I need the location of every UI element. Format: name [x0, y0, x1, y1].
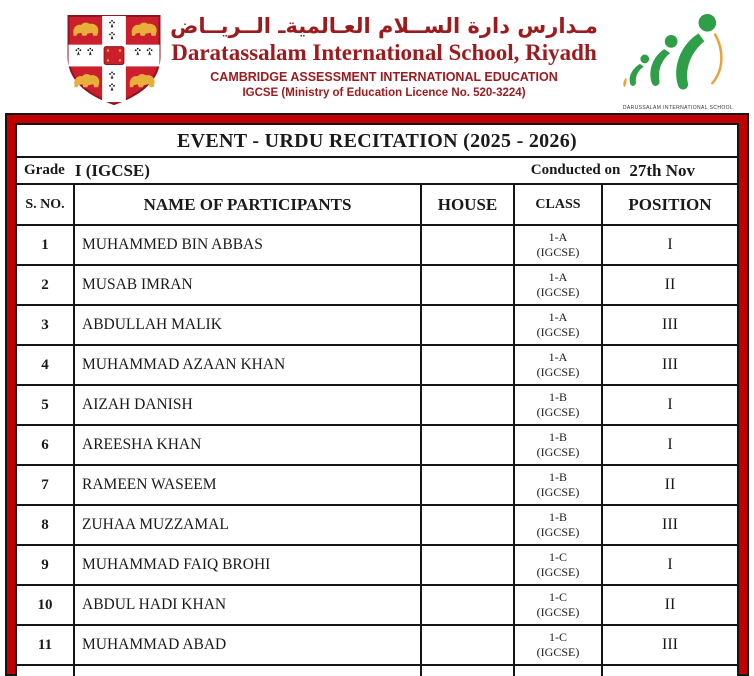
name-cell: MUHAMMED BIN ABBAS [74, 225, 421, 265]
house-cell [421, 505, 514, 545]
house-cell [421, 225, 514, 265]
name-cell: ABDULLAH MALIK [74, 305, 421, 345]
class-cell: 1-B (IGCSE) [514, 425, 602, 465]
participant-row [17, 505, 737, 545]
col-name: NAME OF PARTICIPANTS [74, 185, 421, 225]
position-cell: III [602, 505, 737, 545]
position-cell: II [602, 585, 737, 625]
sno-cell: 11 [17, 625, 74, 665]
house-cell [421, 545, 514, 585]
cambridge-crest-icon [64, 13, 164, 106]
school-logo-icon [613, 13, 743, 99]
house-cell [421, 585, 514, 625]
name-cell: MUSAB IMRAN [74, 265, 421, 305]
licence-line: IGCSE (Ministry of Education Licence No. 520-3224) [242, 86, 526, 99]
name-cell: AREESHA KHAN [74, 425, 421, 465]
class-cell: 1-A (IGCSE) [514, 265, 602, 305]
school-logo [608, 13, 748, 111]
house-cell [421, 265, 514, 305]
position-cell: I [602, 385, 737, 425]
table-header-row [17, 185, 737, 225]
participant-row [17, 345, 737, 385]
participant-row [17, 425, 737, 465]
name-cell: ABDUL HADI KHAN [74, 585, 421, 625]
col-sno: S. NO. [17, 185, 74, 225]
col-house: HOUSE [421, 185, 514, 225]
class-cell: 1-B (IGCSE) [514, 385, 602, 425]
class-cell: 1-C (IGCSE) [514, 545, 602, 585]
position-cell: II [602, 465, 737, 505]
sno-cell: 7 [17, 465, 74, 505]
participant-row [17, 545, 737, 585]
sno-cell: 9 [17, 545, 74, 585]
participant-row [17, 585, 737, 625]
col-class: CLASS [514, 185, 602, 225]
result-sheet [15, 123, 739, 676]
name-cell: RAMEEN WASEEM [74, 465, 421, 505]
house-cell [421, 425, 514, 465]
letterhead [0, 0, 754, 113]
conducted-value: 27th Nov [629, 160, 695, 180]
house-cell [421, 305, 514, 345]
participant-row [17, 385, 737, 425]
house-cell [421, 625, 514, 665]
sno-cell: 1 [17, 225, 74, 265]
grade-row [17, 158, 737, 185]
class-cell: 1-A (IGCSE) [514, 345, 602, 385]
house-cell [421, 465, 514, 505]
participant-row [17, 465, 737, 505]
class-cell: 1-B (IGCSE) [514, 465, 602, 505]
name-cell: MUHAMMAD ABAD [74, 625, 421, 665]
results-table [17, 185, 737, 676]
conducted-label: Conducted on [530, 162, 621, 178]
class-cell: 1-B (IGCSE) [514, 505, 602, 545]
col-position: POSITION [602, 185, 737, 225]
school-name: Daratassalam International School, Riyadh [171, 40, 597, 66]
position-cell: II [602, 265, 737, 305]
position-cell: I [602, 425, 737, 465]
name-cell: ZUHAA MUZZAMAL [74, 505, 421, 545]
position-cell: III [602, 305, 737, 345]
empty-partial-row [17, 665, 737, 676]
cambridge-line: CAMBRIDGE ASSESSMENT INTERNATIONAL EDUCATION [210, 69, 558, 84]
sno-cell: 3 [17, 305, 74, 345]
class-cell: 1-C (IGCSE) [514, 585, 602, 625]
document-frame [5, 113, 749, 676]
sno-cell: 10 [17, 585, 74, 625]
participant-row [17, 625, 737, 665]
participant-row [17, 265, 737, 305]
position-cell: III [602, 625, 737, 665]
position-cell: III [602, 345, 737, 385]
school-logo-caption: DARUSSALAM INTERNATIONAL SCHOOL [622, 105, 734, 111]
event-title: EVENT - URDU RECITATION (2025 - 2026) [17, 125, 737, 158]
position-cell: I [602, 545, 737, 585]
participant-row [17, 225, 737, 265]
name-cell: MUHAMMAD FAIQ BROHI [74, 545, 421, 585]
arabic-school-name: مـدارس دارة الســلام العـالميةـ الــريــاض [170, 14, 598, 38]
grade-label: Grade [24, 162, 65, 178]
sno-cell: 6 [17, 425, 74, 465]
sno-cell: 2 [17, 265, 74, 305]
house-cell [421, 385, 514, 425]
sno-cell: 5 [17, 385, 74, 425]
name-cell: MUHAMMAD AZAAN KHAN [74, 345, 421, 385]
sno-cell: 4 [17, 345, 74, 385]
participant-row [17, 305, 737, 345]
sno-cell: 8 [17, 505, 74, 545]
grade-value: I (IGCSE) [74, 160, 150, 180]
position-cell: I [602, 225, 737, 265]
house-cell [421, 345, 514, 385]
class-cell: 1-C (IGCSE) [514, 625, 602, 665]
letterhead-text [168, 13, 600, 99]
class-cell: 1-A (IGCSE) [514, 305, 602, 345]
class-cell: 1-A (IGCSE) [514, 225, 602, 265]
name-cell: AIZAH DANISH [74, 385, 421, 425]
